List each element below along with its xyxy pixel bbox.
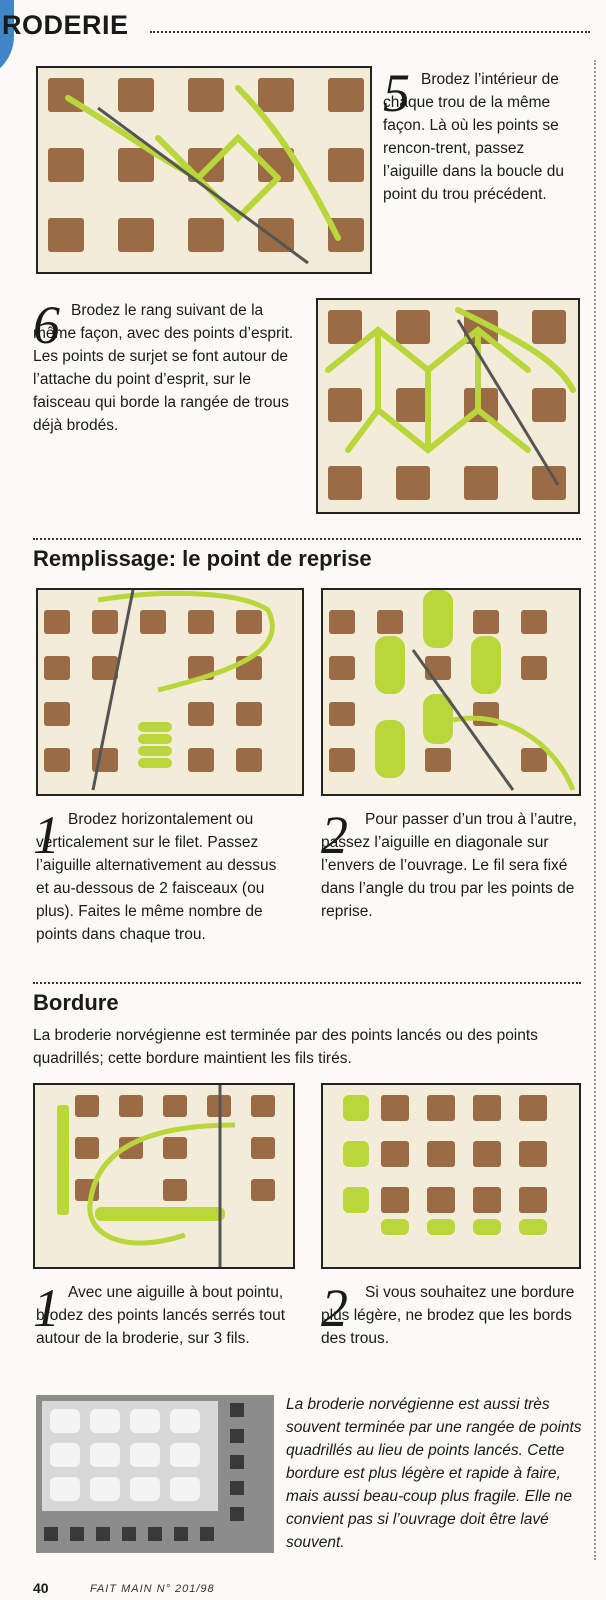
- remplissage-1-drawing: [38, 590, 302, 794]
- illustration-bordure-photo: [36, 1395, 274, 1553]
- illustration-bordure-1: [33, 1083, 295, 1269]
- step-5-number: 5: [383, 63, 410, 123]
- step-5-text: Brodez l’intérieur de chaque trou de la même façon. Là où les points se rencon-trent, passez l’aiguille dans la boucle du point du trou précédent.: [383, 71, 564, 203]
- illustration-step-6: [316, 298, 580, 514]
- bordure-step-1-number: 1: [33, 1278, 60, 1338]
- remplissage-2-drawing: [323, 590, 579, 794]
- illustration-step-5: [36, 66, 372, 274]
- step-6-text: Brodez le rang suivant de la même façon, avec des points d’esprit. Les points de surjet se font autour de l’attache du point d’esprit, sur le faisceau qui borde la rangée de trous déjà brodés.: [33, 302, 294, 434]
- heading-remplissage: Remplissage: le point de reprise: [33, 546, 372, 571]
- bordure-step-2-number: 2: [321, 1278, 348, 1338]
- section-rule-1: [33, 538, 581, 540]
- step-5-drawing: [38, 68, 370, 272]
- remplissage-step-2-number: 2: [321, 805, 348, 865]
- illustration-bordure-2: [321, 1083, 581, 1269]
- illustration-remplissage-1: [36, 588, 304, 796]
- magazine-issue: FAIT MAIN N° 201/98: [90, 1583, 215, 1595]
- bordure-1-drawing: [35, 1085, 293, 1267]
- bordure-note: La broderie norvégienne est aussi très souvent terminée par une rangée de points quadrillés au lieu de points lancés. Cette bordure est plus légère et rapide à faire, mais aussi beau-coup plus fragile. Elle ne convient pas si l’ouvrage doit être lavé souvent.: [286, 1396, 582, 1551]
- step-6-number: 6: [33, 295, 60, 355]
- remplissage-step-1-number: 1: [33, 805, 60, 865]
- bordure-step-1-text: Avec une aiguille à bout pointu, brodez des points lancés serrés tout autour de la broderie, sur 3 fils.: [36, 1284, 285, 1347]
- page-title: RODERIE: [2, 10, 129, 40]
- step-6-drawing: [318, 300, 578, 512]
- remplissage-step-1-text: Brodez horizontalement ou verticalement sur le filet. Passez l’aiguille alternativement au dessus et au-dessous de 2 faisceaux (ou plus). Faites le même nombre de points dans chaque trou.: [36, 811, 277, 943]
- margin-rule: [594, 60, 596, 1560]
- remplissage-step-2-text: Pour passer d’un trou à l’autre, passez l’aiguille en diagonale sur l’envers de l’ouvrage. Le fil sera fixé dans l’angle du trou par les points de reprise.: [321, 811, 577, 920]
- illustration-remplissage-2: [321, 588, 581, 796]
- bordure-photo-drawing: [36, 1395, 274, 1553]
- page-number: 40: [33, 1580, 49, 1596]
- bordure-step-2-text: Si vous souhaitez une bordure plus légère, ne brodez que les bords des trous.: [321, 1284, 575, 1347]
- section-rule-2: [33, 982, 581, 984]
- heading-bordure: Bordure: [33, 990, 119, 1015]
- bordure-2-drawing: [323, 1085, 579, 1267]
- title-rule: [150, 31, 590, 33]
- bordure-intro: La broderie norvégienne est terminée par des points lancés ou des points quadrillés; cette bordure maintient les fils tirés.: [33, 1027, 538, 1067]
